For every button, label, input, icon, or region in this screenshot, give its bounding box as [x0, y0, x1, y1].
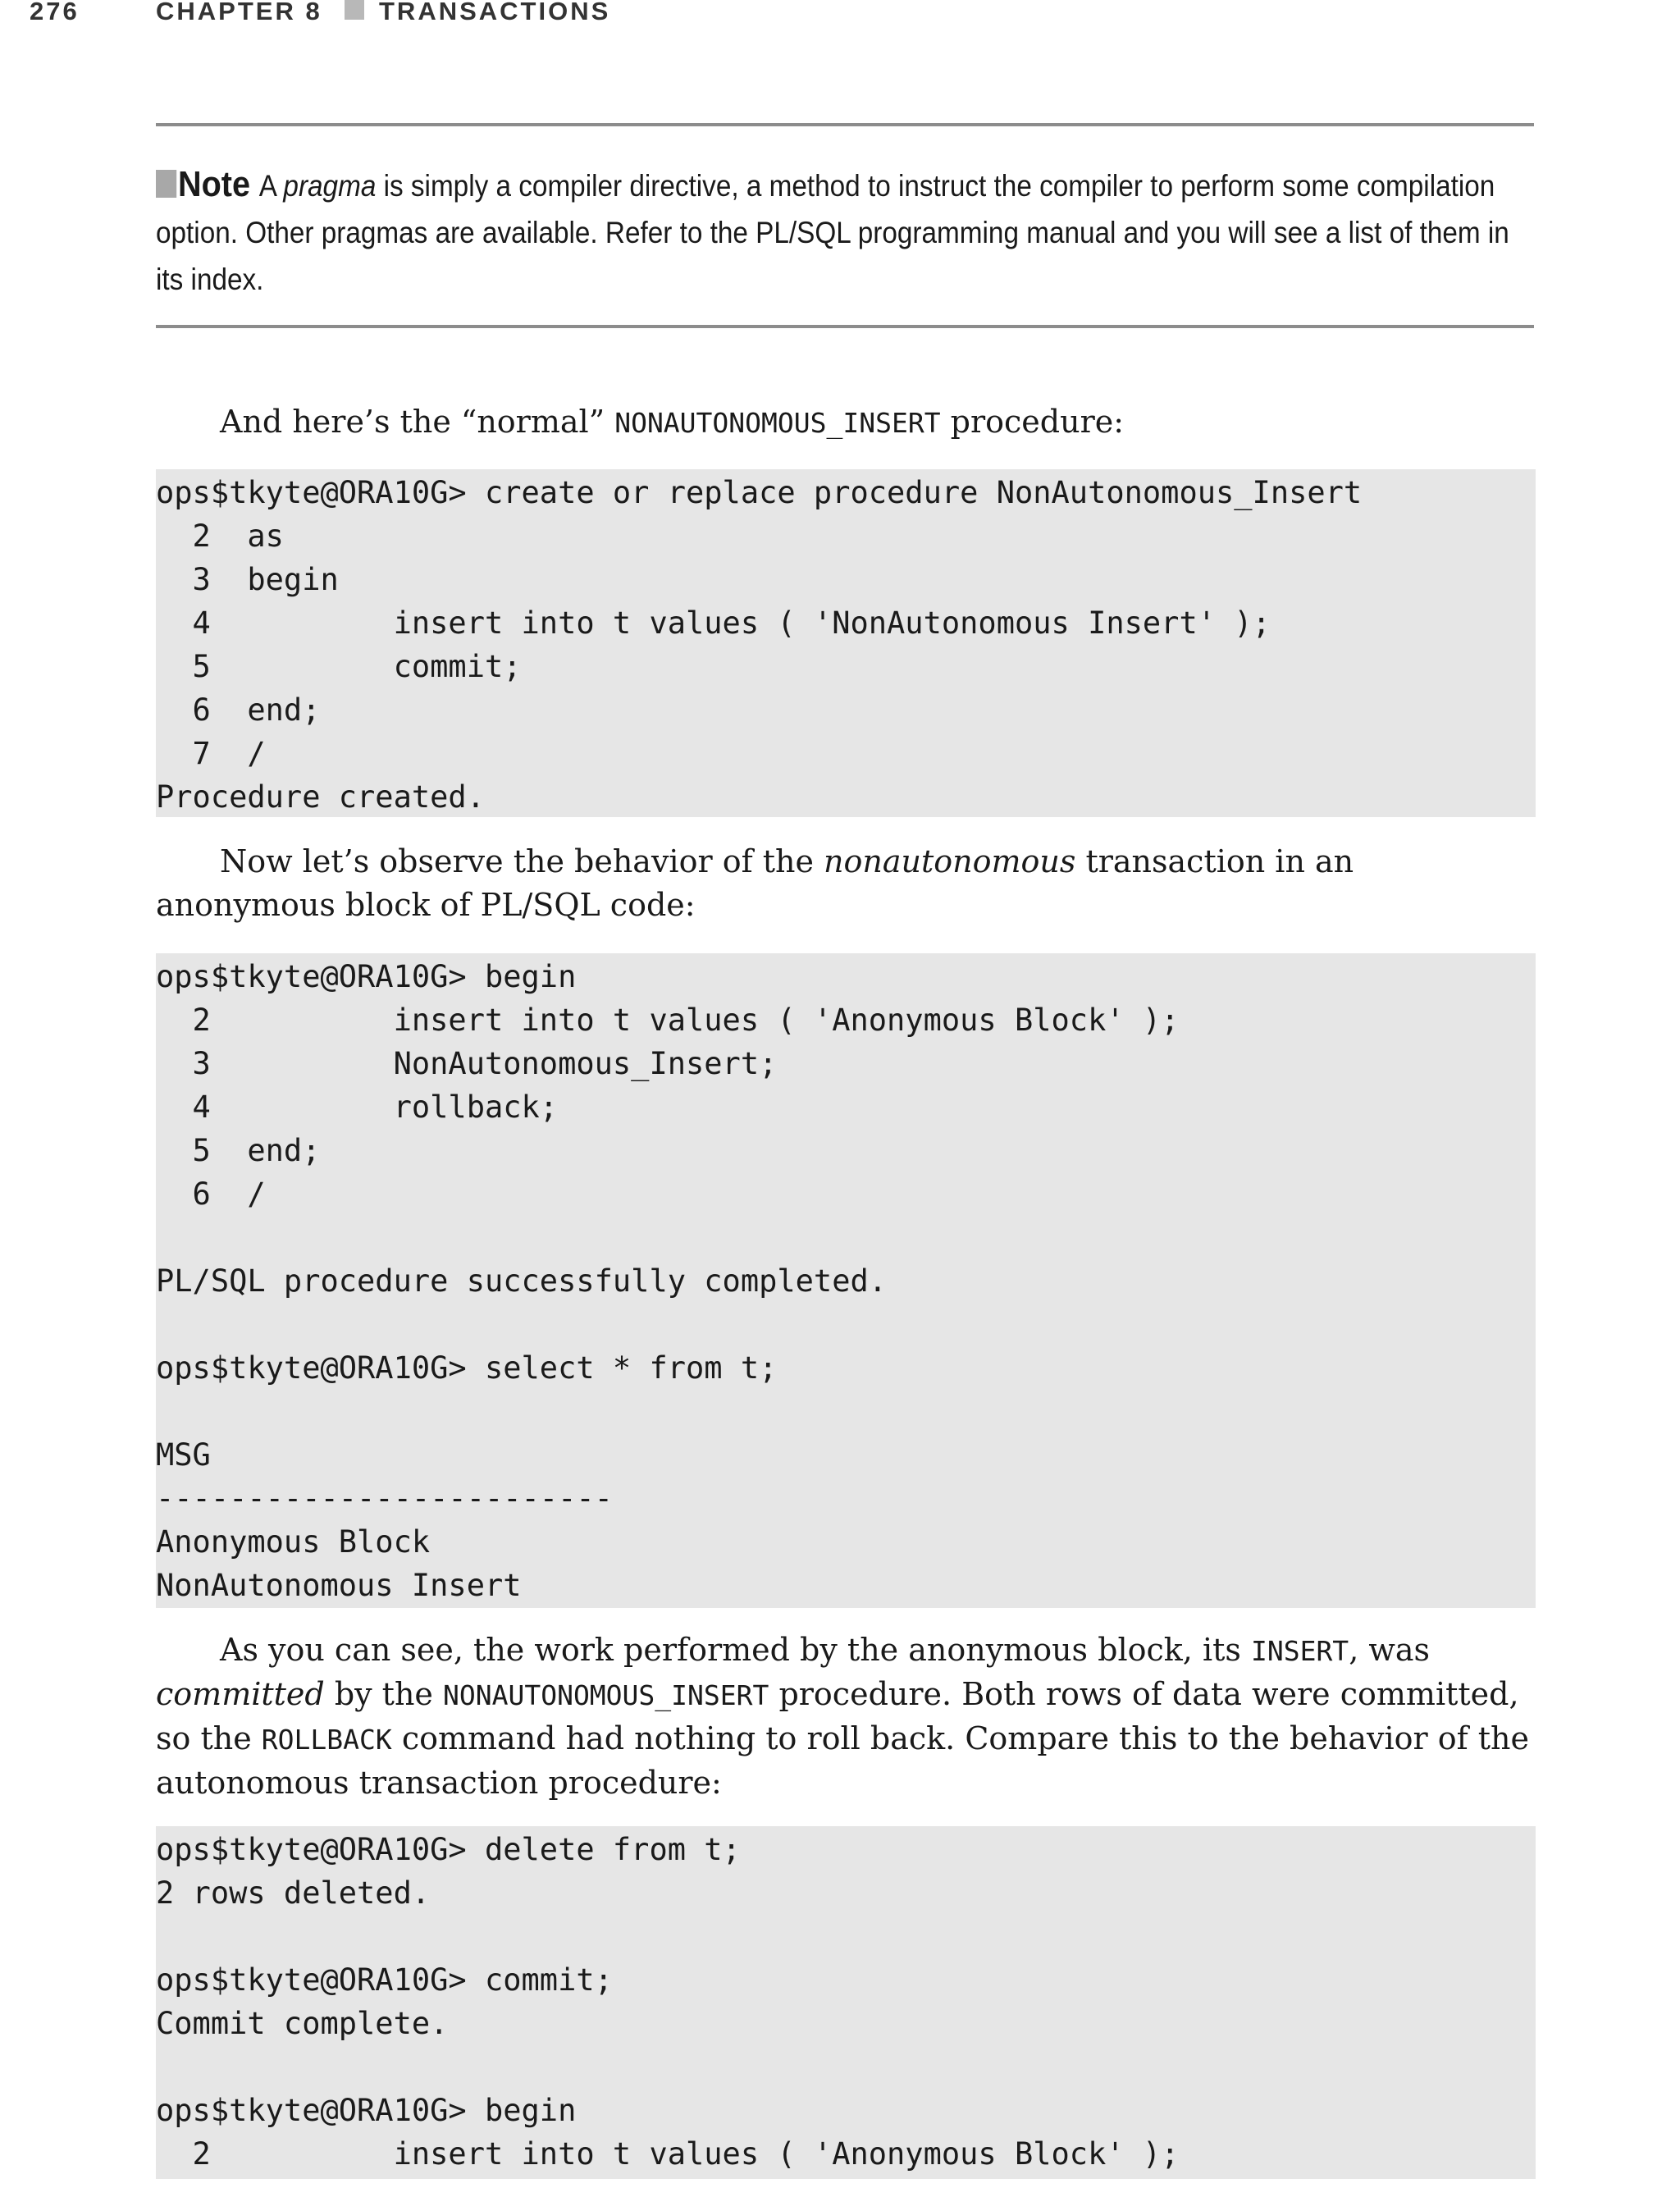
code-line: 2 insert into t values ( 'Anonymous Block' );: [156, 2136, 1180, 2172]
note-text-before: A: [258, 169, 284, 203]
para3-text-1: As you can see, the work performed by the anonymous block, its: [220, 1632, 1251, 1668]
code-line: [156, 2045, 1536, 2089]
code-line: ops$tkyte@ORA10G> create or replace procedure NonAutonomous_Insert: [156, 475, 1363, 510]
code-line: 2 insert into t values ( 'Anonymous Block' );: [156, 1003, 1180, 1038]
code-line: NonAutonomous Insert: [156, 1568, 522, 1603]
note-emphasis: pragma: [283, 169, 377, 203]
chapter-label: CHAPTER 8: [156, 0, 322, 25]
paragraph-observe: [156, 840, 1534, 927]
code-line: 2 as: [156, 518, 284, 554]
note-box: [156, 123, 1534, 328]
code-line: 5 commit;: [156, 649, 522, 684]
note-label: Note: [178, 164, 251, 204]
page-header: [30, 0, 1680, 30]
code-line: ops$tkyte@ORA10G> begin: [156, 2093, 577, 2128]
para3-text-4: procedure. Both rows of data were committed, so the: [156, 1676, 1519, 1756]
code-line: PL/SQL procedure successfully completed.: [156, 1263, 888, 1299]
code-block-anonymous: [156, 953, 1536, 1608]
para3-emphasis: committed: [156, 1676, 325, 1712]
code-line: Anonymous Block: [156, 1524, 431, 1560]
code-block-autonomous: [156, 1826, 1536, 2179]
code-line: 4 insert into t values ( 'NonAutonomous Insert' );: [156, 605, 1271, 641]
code-line: Commit complete.: [156, 2006, 449, 2041]
code-line: ops$tkyte@ORA10G> delete from t;: [156, 1832, 741, 1867]
code-line: ops$tkyte@ORA10G> begin: [156, 959, 577, 994]
code-line: 2 rows deleted.: [156, 1875, 431, 1911]
section-label: TRANSACTIONS: [379, 0, 611, 25]
code-line: 4 rollback;: [156, 1089, 559, 1125]
code-block-procedure: [156, 469, 1536, 817]
code-line: 5 end;: [156, 1133, 321, 1168]
note-text-after: is simply a compiler directive, a method to instruct the compiler to perform some compilation option. Other pragmas are available. Refer to the PL/SQL programming manual and you will see a list of them in its index.: [156, 169, 1509, 296]
code-line: 7 /: [156, 736, 266, 771]
code-line: 6 end;: [156, 692, 321, 728]
paragraph-result: [156, 1628, 1534, 1805]
header-square-icon: [345, 0, 364, 20]
code-line: 6 /: [156, 1176, 266, 1212]
code-line: -------------------------: [156, 1481, 613, 1516]
code-line: Procedure created.: [156, 779, 485, 815]
para1-code: NONAUTONOMOUS_INSERT: [614, 407, 941, 439]
code-line: ops$tkyte@ORA10G> select * from t;: [156, 1350, 778, 1386]
code-line: 3 NonAutonomous_Insert;: [156, 1046, 778, 1081]
para2-emphasis: nonautonomous: [824, 843, 1076, 879]
para3-text-5: command had nothing to roll back. Compare this to the behavior of the autonomous transaction procedure:: [156, 1720, 1529, 1801]
para2-after: transaction in an anonymous block of PL/SQL code:: [156, 843, 1354, 923]
para3-code-1: INSERT: [1250, 1635, 1349, 1667]
para1-after: procedure:: [940, 404, 1125, 440]
code-line: MSG: [156, 1437, 211, 1473]
para3-code-3: ROLLBACK: [261, 1724, 392, 1756]
para3-text-3: by the: [324, 1676, 443, 1712]
paragraph-intro: [156, 400, 1534, 445]
note-marker-icon: [156, 170, 176, 198]
para3-text-2: , was: [1349, 1632, 1431, 1668]
code-line: [156, 1915, 1536, 1958]
code-line: 3 begin: [156, 562, 339, 597]
para3-code-2: NONAUTONOMOUS_INSERT: [443, 1679, 769, 1711]
page-number: 276: [30, 0, 80, 25]
code-line: [156, 1303, 1536, 1346]
note-text: [156, 161, 1533, 303]
code-line: ops$tkyte@ORA10G> commit;: [156, 1962, 613, 1998]
code-line: [156, 1216, 1536, 1259]
para1-before: And here’s the “normal”: [220, 404, 615, 440]
para2-before: Now let’s observe the behavior of the: [220, 843, 824, 879]
code-line: [156, 1390, 1536, 1433]
